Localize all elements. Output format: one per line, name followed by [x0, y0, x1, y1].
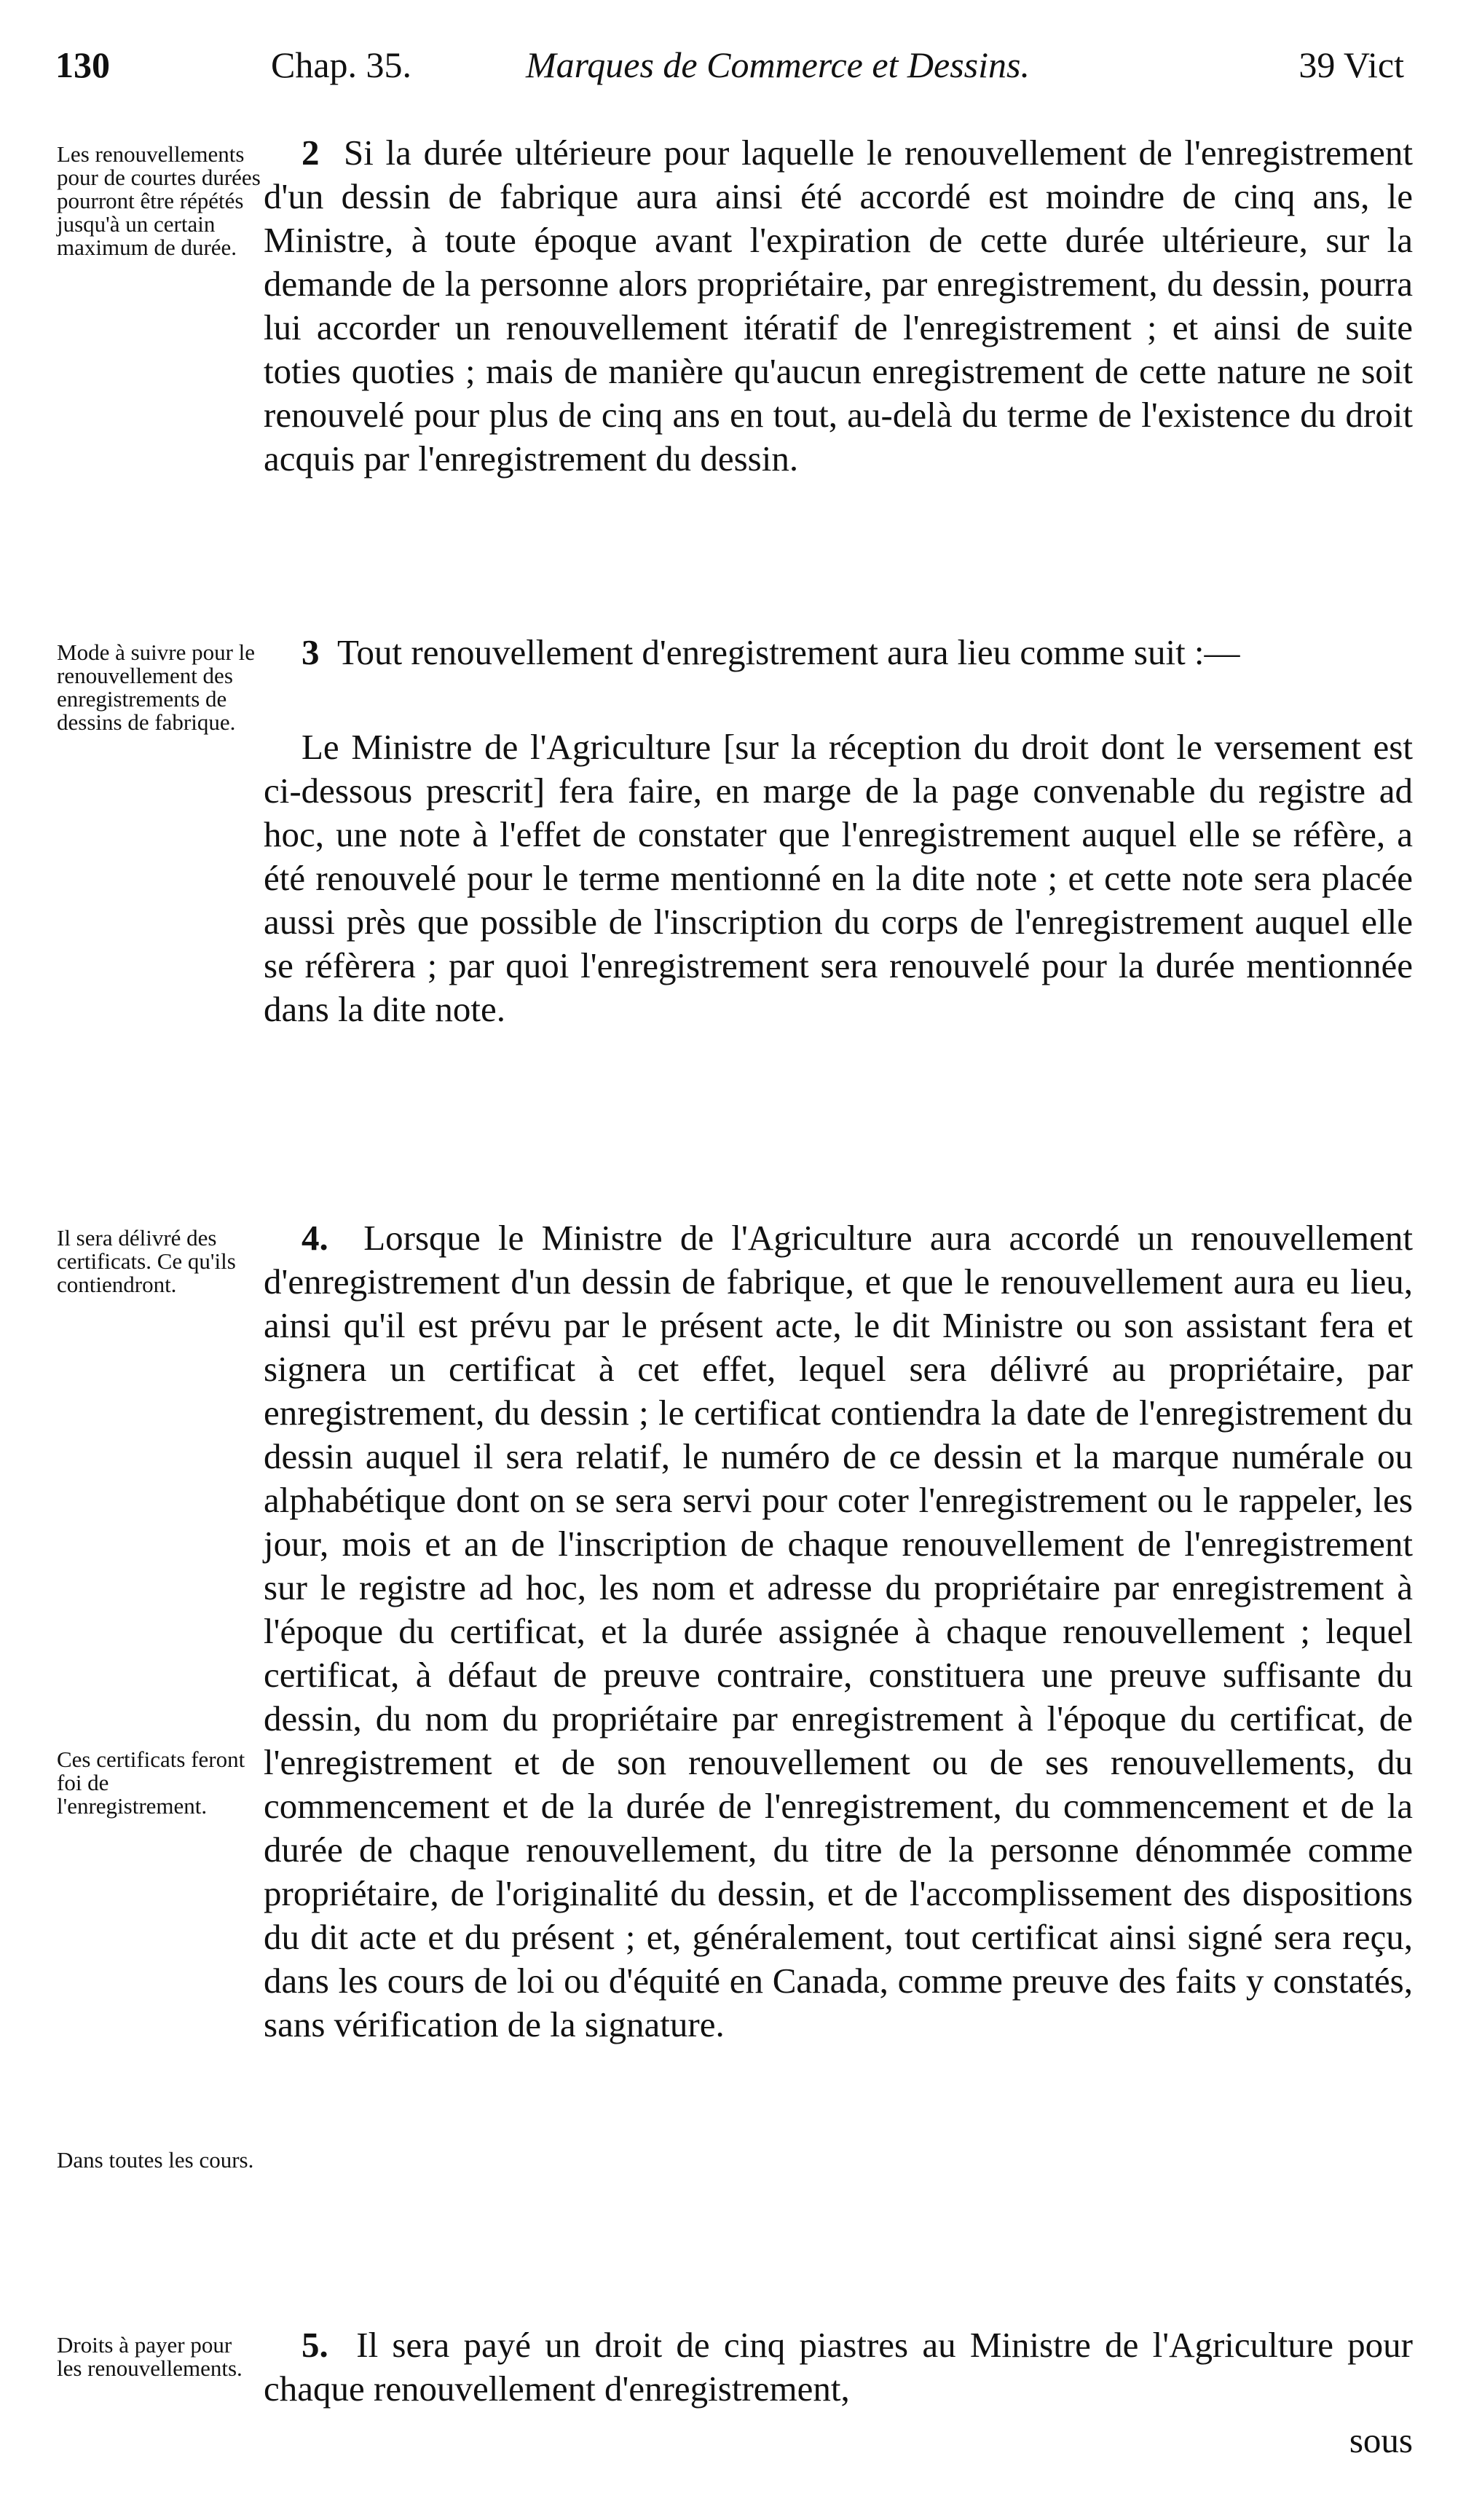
margin-note: Les renouvellements pour de courtes durées pourront être répétés jusqu'à un certain maximum de durée. — [57, 141, 261, 260]
section-number: 2 — [302, 133, 320, 173]
page-number: 130 — [55, 44, 110, 85]
margin-note: Il sera délivré des certificats. Ce qu'ils contiendront. — [57, 1225, 236, 1297]
margin-note: Mode à suivre pour le renouvellement des enregistrements de dessins de fabrique. — [57, 639, 256, 735]
paragraph: Si la durée ultérieure pour laquelle le renouvellement de l'enregistrement d'un dessin de fabrique aura ainsi été accordé est moindre de cinq ans, le Ministre, à toute époque avant l'expiration de cette durée ultérieure, sur la demande de la personne alors propriétaire, par enregistrement, du dessin, pourra lui accorder un renouvellement itératif de l'enregistrement ; et ainsi de suite toties quoties ; mais de manière qu'aucun enregistrement de cette nature ne soit renouvelé pour plus de cinq ans en tout, au-delà du terme de l'existence du droit acquis par l'enregistrement du dessin. — [264, 133, 1414, 479]
chapter-label: Chap. 35. — [271, 44, 412, 85]
section-number: 3 — [302, 632, 320, 672]
margin-note: Droits à payer pour les renouvellements. — [57, 2332, 243, 2381]
paragraph: Il sera payé un droit de cinq piastres au Ministre de l'Agriculture pour chaque renouvellement d'enregistrement, — [264, 2325, 1414, 2409]
regnal-year: 39 Vict — [1298, 44, 1404, 85]
section-body — [264, 131, 1413, 481]
margin-note: Dans toutes les cours. — [57, 2147, 254, 2173]
section-body — [264, 2323, 1413, 2411]
section-number: 5. — [302, 2325, 328, 2365]
paragraph: Lorsque le Ministre de l'Agriculture aura accordé un renouvellement d'enregistrement d'un dessin de fabrique, et que le renouvellement aura eu lieu, ainsi qu'il est prévu par le présent acte, le dit Ministre ou son assistant fera et signera un certificat à cet effet, lequel sera délivré au propriétaire, par enregistrement, du dessin ; le certificat contiendra la date de l'enregistrement du dessin auquel il sera relatif, le numéro de ce dessin et la marque numérale ou alphabétique dont on se sera servi pour coter l'enregistrement ou le rappeler, les jour, mois et an de l'inscription de chaque renouvellement de l'enregistrement sur le registre ad hoc, les nom et adresse du propriétaire par enregistrement à l'époque du certificat, et la durée assignée à chaque renouvellement ; lequel certificat, à défaut de preuve contraire, constituera une preuve suffisante du dessin, du nom du propriétaire par enregistrement à l'époque du certificat, de l'enregistrement et de son renouvellement ou de ses renouvellements, du commencement et de la durée de l'enregistrement, du commencement et de la durée de chaque renouvellement, du titre de la personne dénommée comme propriétaire, de l'originalité du dessin, et de l'accomplissement des dispositions du dit acte et du présent ; et, généralement, tout certificat ainsi signé sera reçu, dans les cours de loi ou d'équité en Canada, comme preuve des faits y constatés, sans vérification de la signature. — [264, 1218, 1413, 2044]
running-title: Marques de Commerce et Dessins. — [526, 44, 1030, 85]
paragraph: Le Ministre de l'Agriculture [sur la réception du droit dont le versement est ci-dessous prescrit] fera faire, en marge de la page convenable du registre ad hoc, une note à l'effet de constater que l'enregistrement auquel elle se réfère, a été renouvelé pour le terme mentionné en la dite note ; et cette note sera placée aussi près que possible de l'inscription du corps de l'enregistrement auquel elle se réfèrera ; par quoi l'enregistrement sera renouvelé pour la durée mentionnée dans la dite note. — [264, 727, 1413, 1029]
running-header — [0, 44, 1474, 102]
section-number: 4. — [302, 1218, 328, 1258]
catchword: sous — [1349, 2420, 1413, 2460]
section-body — [264, 1216, 1413, 2047]
section-body — [264, 631, 1413, 1031]
margin-note: Ces certificats feront foi de l'enregistrement. — [57, 1747, 245, 1819]
paragraph: Tout renouvellement d'enregistrement aura lieu comme suit :— — [337, 632, 1240, 672]
